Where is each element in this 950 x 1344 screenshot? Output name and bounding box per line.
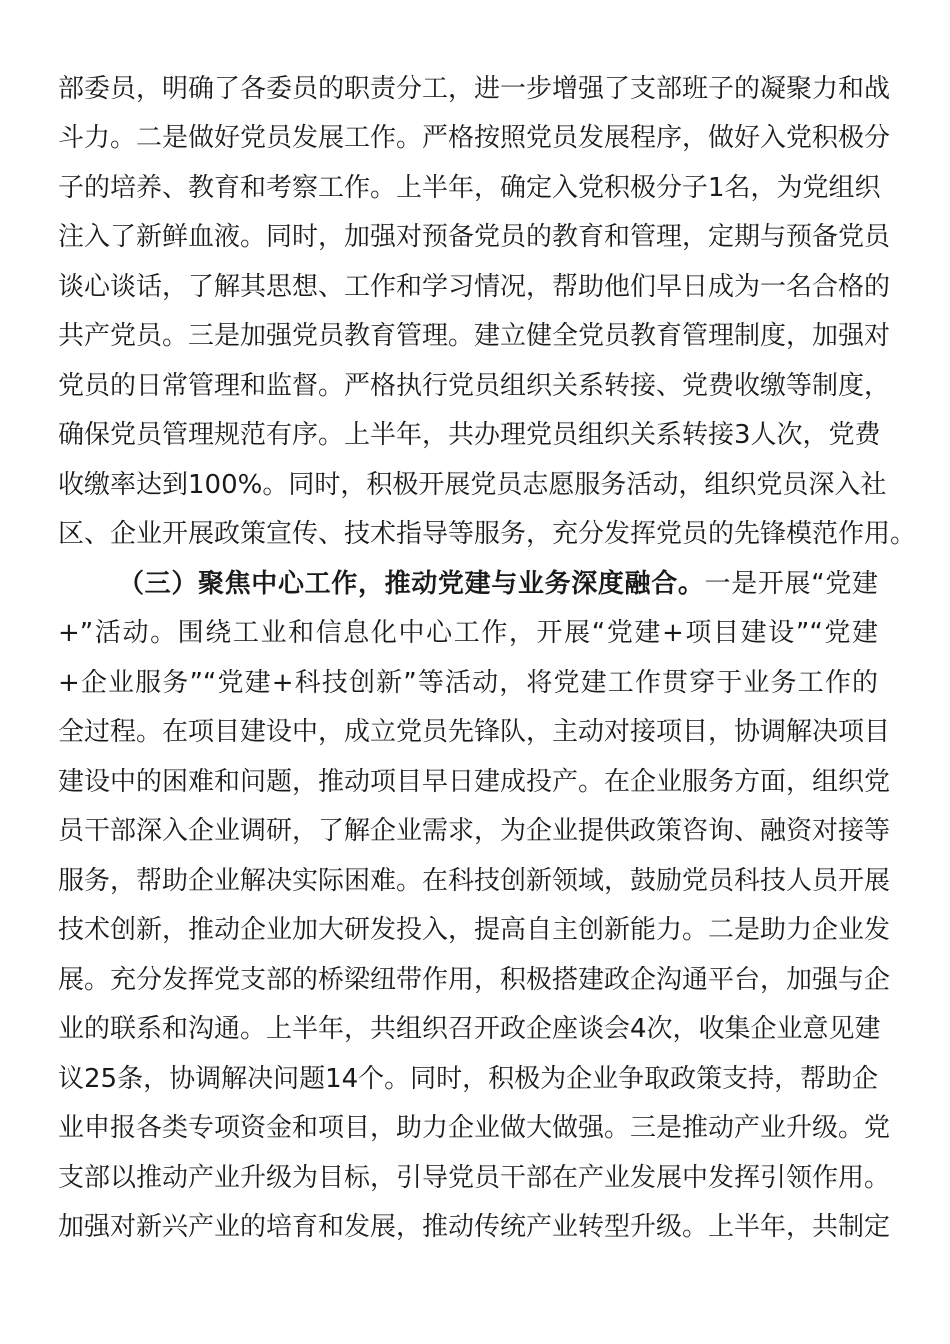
text-line: 业的联系和沟通。上半年，共组织召开政企座谈会4次，收集企业意见建 [58,1014,881,1044]
text-line: 确保党员管理规范有序。上半年，共办理党员组织关系转接3人次，党费 [58,420,881,450]
text-line: 部委员，明确了各委员的职责分工，进一步增强了支部班子的凝聚力和战 [58,74,891,104]
text-line: 谈心谈话，了解其思想、工作和学习情况，帮助他们早日成为一名合格的 [58,272,891,302]
text-line: 员干部深入企业调研，了解企业需求，为企业提供政策咨询、融资对接等 [58,816,891,846]
text-line: 技术创新，推动企业加大研发投入，提高自主创新能力。二是助力企业发 [58,915,891,945]
text-line: 共产党员。三是加强党员教育管理。建立健全党员教育管理制度，加强对 [58,321,891,351]
text-line: 建设中的困难和问题，推动项目早日建成投产。在企业服务方面，组织党 [58,767,891,797]
text-line: 展。充分发挥党支部的桥梁纽带作用，积极搭建政企沟通平台，加强与企 [58,965,891,995]
text-line: 议25条，协调解决问题14个。同时，积极为企业争取政策支持，帮助企 [58,1064,879,1094]
text-line: 加强对新兴产业的培育和发展，推动传统产业转型升级。上半年，共制定 [58,1212,891,1242]
text-line: 子的培养、教育和考察工作。上半年，确定入党积极分子1名，为党组织 [58,173,881,203]
text-line: 党员的日常管理和监督。严格执行党员组织关系转接、党费收缴等制度， [58,371,891,401]
text-line: 区、企业开展政策宣传、技术指导等服务，充分发挥党员的先锋模范作用。 [58,519,917,549]
text-line: 注入了新鲜血液。同时，加强对预备党员的教育和管理，定期与预备党员 [58,222,891,252]
text-line: 服务，帮助企业解决实际困难。在科技创新领域，鼓励党员科技人员开展 [58,866,891,896]
text-line: 收缴率达到100%。同时，积极开展党员志愿服务活动，组织党员深入社 [58,470,887,500]
text-line: 斗力。二是做好党员发展工作。严格按照党员发展程序，做好入党积极分 [58,123,891,153]
text-line: 全过程。在项目建设中，成立党员先锋队，主动对接项目，协调解决项目 [58,717,891,747]
text-line: +”活动。围绕工业和信息化中心工作，开展“党建+项目建设”“党建 [58,618,878,648]
text-line: 业申报各类专项资金和项目，助力企业做大做强。三是推动产业升级。党 [58,1113,891,1143]
text-span: 一是开展“党建 [704,569,878,599]
text-line: +企业服务”“党建+科技创新”等活动，将党建工作贯穿于业务工作的 [58,668,878,698]
section-heading-line [118,567,878,601]
section-heading: （三）聚焦中心工作，推动党建与业务深度融合。 [118,569,705,599]
text-line: 支部以推动产业升级为目标，引导党员干部在产业发展中发挥引领作用。 [58,1163,891,1193]
